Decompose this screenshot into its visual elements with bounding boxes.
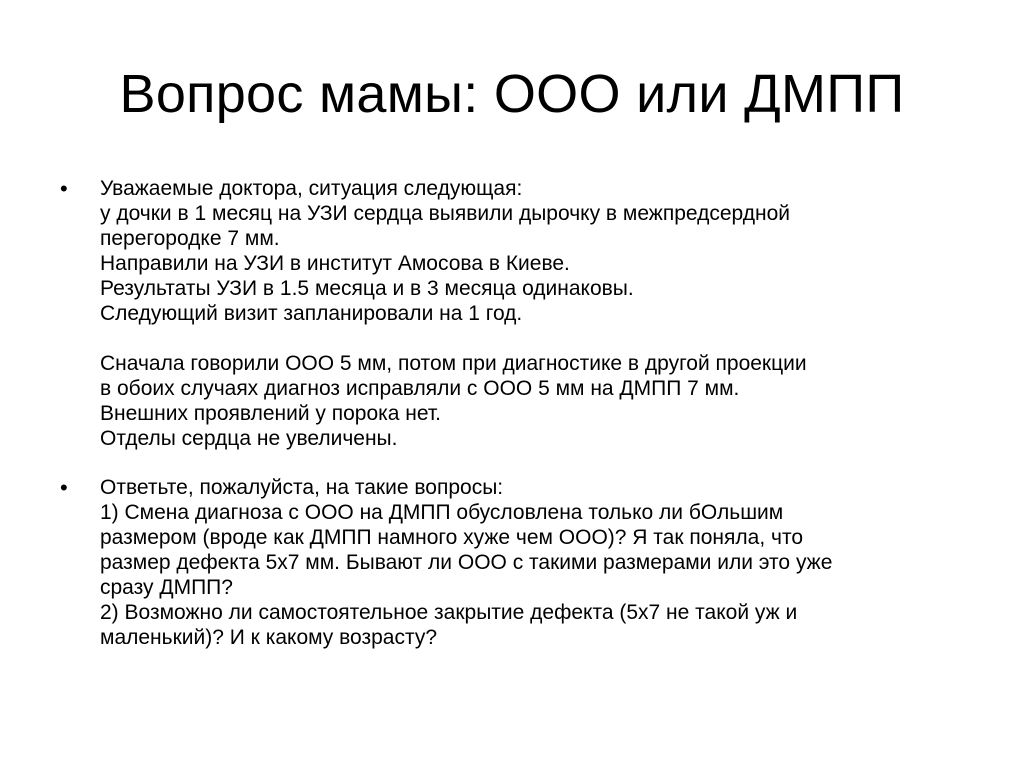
text-line: Уважаемые доктора, ситуация следующая:	[100, 177, 523, 200]
bullet-icon: •	[60, 176, 68, 201]
text-line: размером (вроде как ДМПП намного хуже чем ООО)? Я так поняла, что	[100, 526, 804, 549]
text-line: 1) Смена диагноза с ООО на ДМПП обусловлена только ли бОльшим	[100, 501, 784, 524]
text-line: у дочки в 1 месяц на УЗИ сердца выявили дырочку в межпредсердной	[100, 202, 790, 225]
bullet-icon: •	[60, 475, 68, 500]
paragraph-gap	[100, 326, 960, 351]
text-line: сразу ДМПП?	[100, 576, 233, 599]
bullet-item-1	[60, 176, 960, 451]
text-line: Направили на УЗИ в институт Амосова в Киеве.	[100, 252, 570, 275]
text-line: размер дефекта 5х7 мм. Бывают ли ООО с такими размерами или это уже	[100, 551, 833, 574]
text-line: Результаты УЗИ в 1.5 месяца и в 3 месяца одинаковы.	[100, 277, 634, 300]
text-line: перегородке 7 мм.	[100, 227, 280, 250]
text-line: Отделы сердца не увеличены.	[100, 427, 398, 450]
slide-title: Вопрос мамы: ООО или ДМПП	[119, 64, 905, 124]
text-line: Ответьте, пожалуйста, на такие вопросы:	[100, 476, 504, 499]
text-line: 2) Возможно ли самостоятельное закрытие дефекта (5х7 не такой уж и	[100, 601, 798, 624]
text-line: в обоих случаях диагноз исправляли с ООО 5 мм на ДМПП 7 мм.	[100, 377, 740, 400]
bullet-item-2	[60, 475, 960, 650]
text-line: Следующий визит запланировали на 1 год.	[100, 302, 523, 325]
text-line: Сначала говорили ООО 5 мм, потом при диагностике в другой проекции	[100, 352, 807, 375]
slide-content	[60, 176, 960, 650]
text-line: Внешних проявлений у порока нет.	[100, 402, 442, 425]
text-line: маленький)? И к какому возрасту?	[100, 626, 438, 649]
